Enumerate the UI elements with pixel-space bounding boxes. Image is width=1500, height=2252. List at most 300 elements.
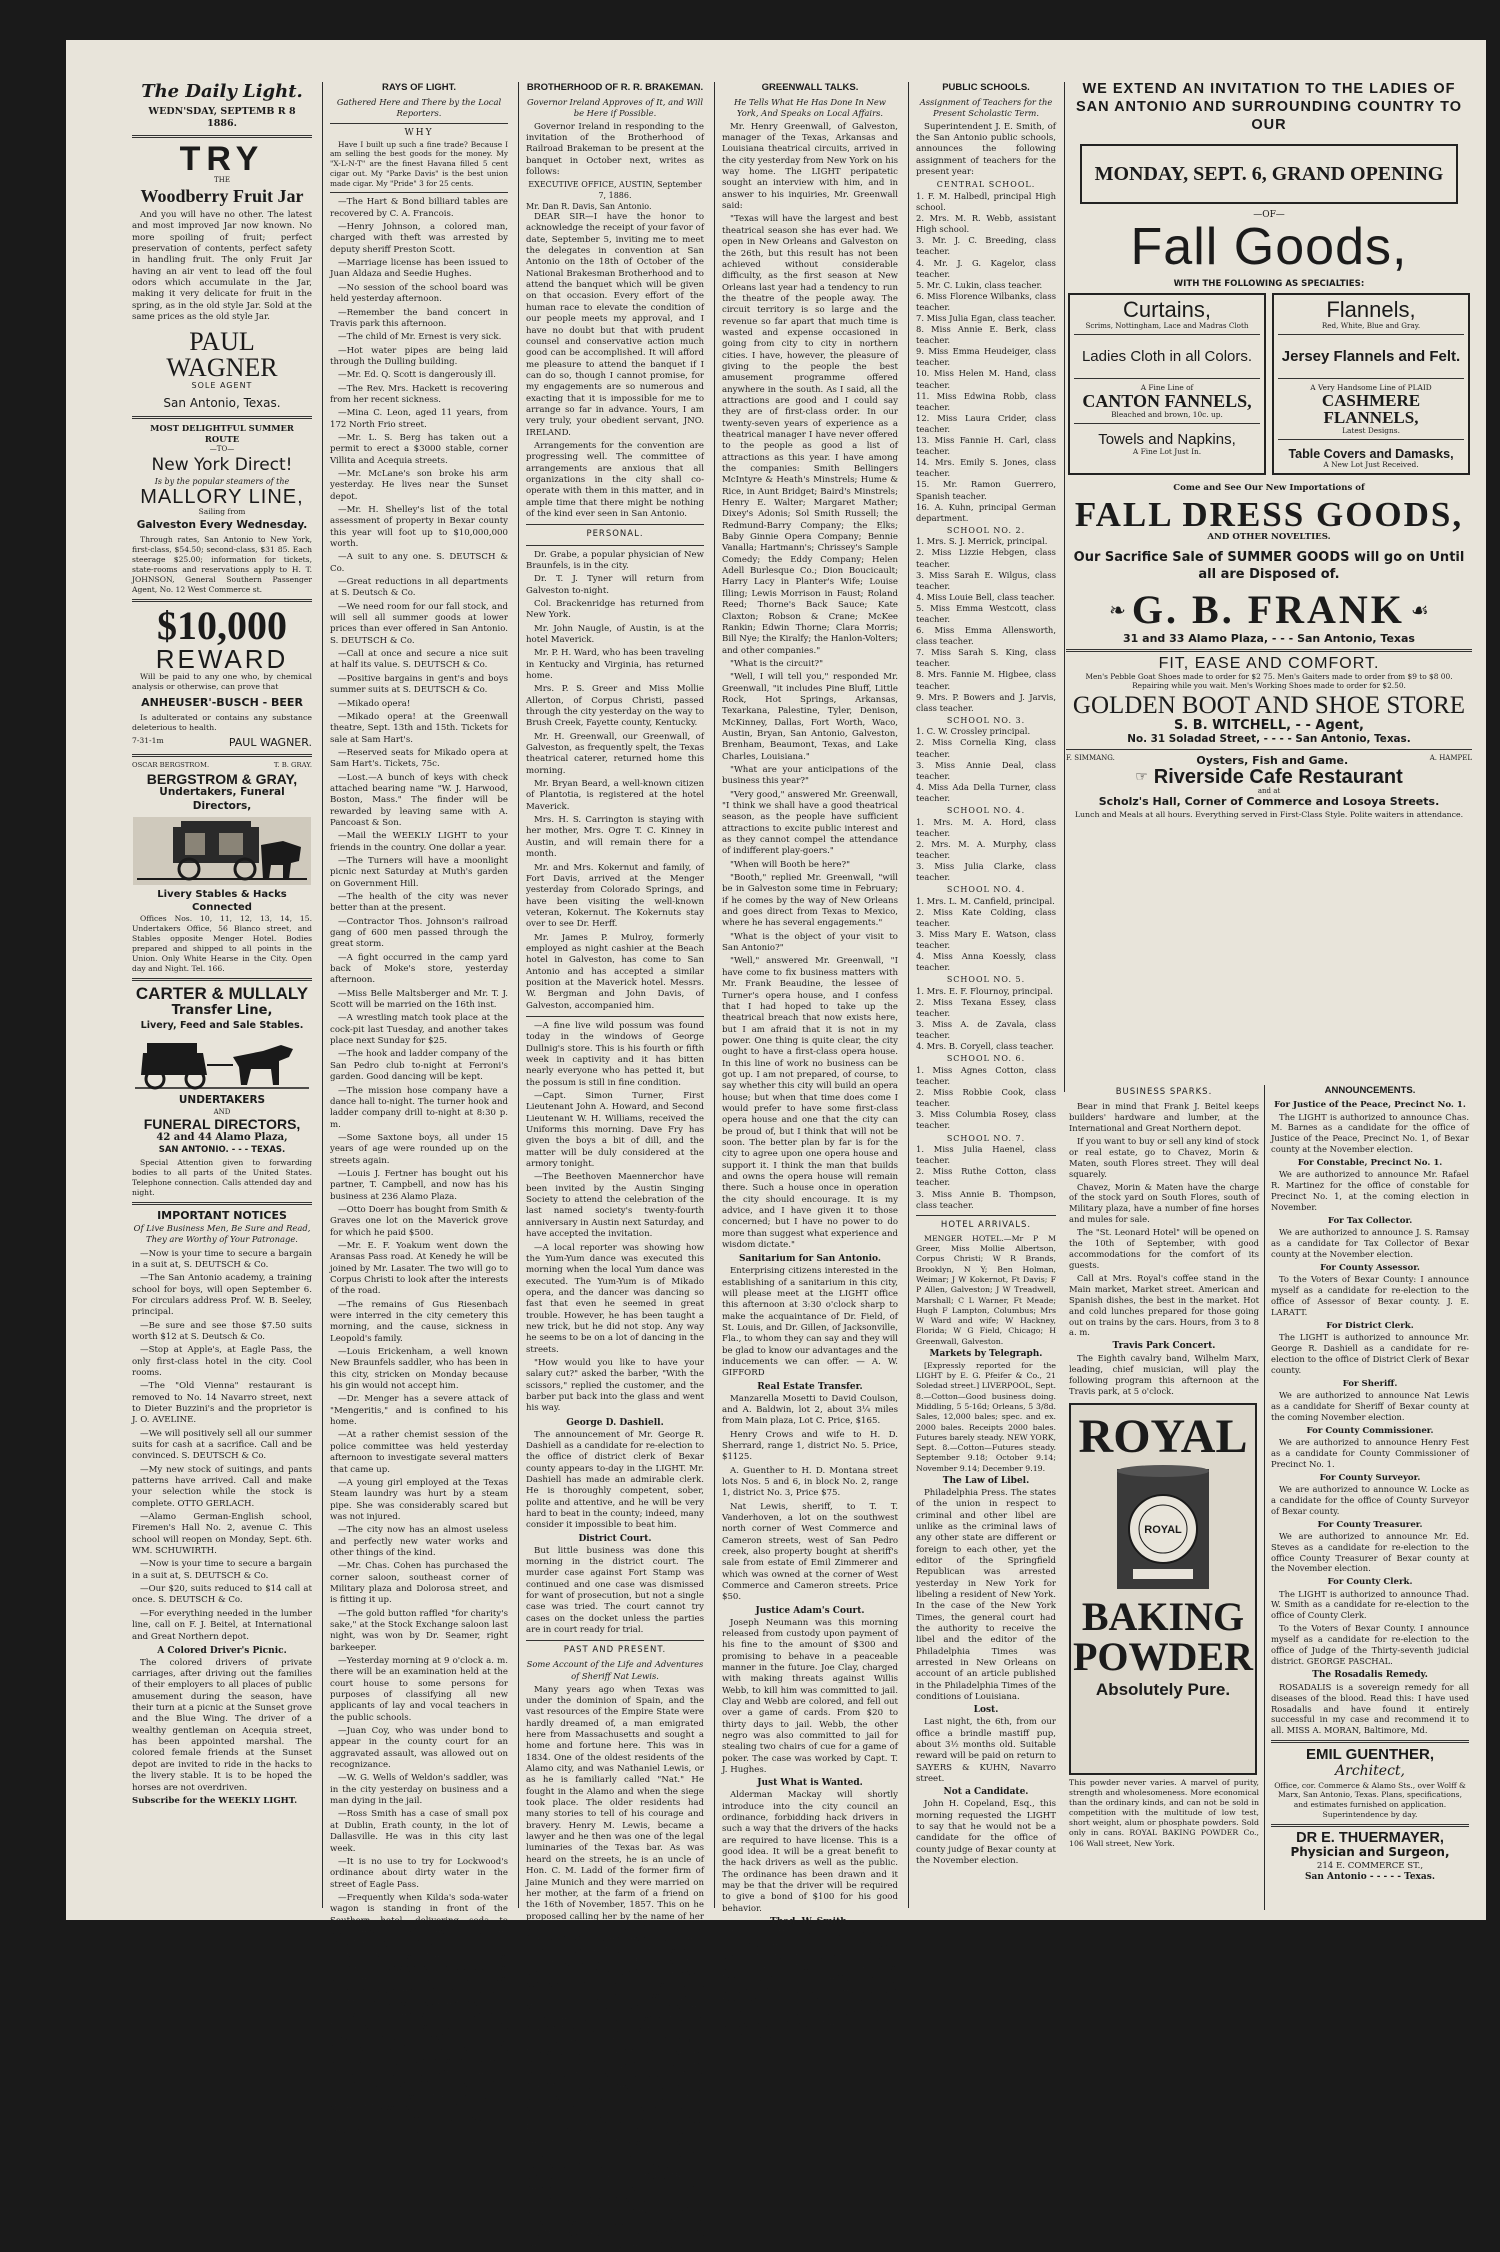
rays-item: —Dr. Menger has a severe attack of "Mengeritis," and is confined to his home. xyxy=(330,1394,508,1428)
teacher-item: 1. Miss Agnes Cotton, class teacher. xyxy=(916,1065,1056,1087)
rays-item: —Willis Webb and Joe Clay, negroes, quarreled over a girl and came to blows, on West Commerce street, near Zimmerer's corner. Both were arrested. xyxy=(330,1951,508,1996)
candidate-body: John H. Copeland, Esq., this morning requested the LIGHT to say that he would not be a candidate for the office of county judge of Bexar county at the November election. xyxy=(916,1799,1056,1866)
rays-item: —The mission hose company have a dance hall to-night. The turner hook and ladder company drill to-night at 8:30 p. m. xyxy=(330,1085,508,1130)
table-covers: Table Covers and Damasks, xyxy=(1288,446,1454,461)
teacher-item: 7. Miss Sarah S. King, class teacher. xyxy=(916,647,1056,669)
reward-body: Will be paid to any one who, by chemical analysis or otherwise, can prove that xyxy=(132,672,312,692)
libel-body: Philadelphia Press. The states of the union in respect to criminal and other libel are unlike as the criminal laws of any other state are different or foreign to each other, yet the editor of the Springfield Republican was arrested yesterday in New York for libeling a resident of New York. In the case of the New York Times, the general court had the authority to receive the libel and the editor of the Philadelphia Times was arrested in New Orleans on account of an article published in the Philadelphia Times of the conditions of Louisiana. xyxy=(916,1487,1056,1703)
announce-text: To the Voters of Bexar County: I announce myself as a candidate for re-election to the office of Assessor of Bexar county. J. E. LARATT. xyxy=(1271,1274,1469,1317)
markets-body: [Expressly reported for the LIGHT by E. G. Pfeifer & Co., 21 Soledad street.] LIVERPOOL, Sept. 8.—Cotton—Good business doing. Middling, 5 5-16d; Orleans, 5 3/8d. Sales, 12,000 bales; spec. and ex. 2000 bales. Receipts 2000 bales. Futures barely steady. NEW YORK, Sept. 8.—Cotton—Futures steady. September 9.18; October 9.14; November 9.14; December 9.19. xyxy=(916,1360,1056,1473)
teacher-item: 3. Miss Columbia Rosey, class teacher. xyxy=(916,1109,1056,1131)
teacher-item: 16. A. Kuhn, principal German department. xyxy=(916,501,1056,523)
pointing-hand-icon: ☞ xyxy=(1135,769,1148,786)
school-name: SCHOOL NO. 7. xyxy=(946,1133,1026,1143)
masthead-date: WEDN'SDAY, SEPTEMB R 8 1886. xyxy=(148,105,296,130)
sanitarium-body: Enterprising citizens interested in the establishing of a sanitarium in this city, will please meet at the LIGHT office this afternoon at 3:30 o'clock sharp to make the acquaintance of Dr. Field, of St. Louis, and Dr. Gillen, of Jacksonville, Fla., to whom they can say and they will be glad to know our advantages and the inducements we can offer. — A. W. GIFFORD xyxy=(722,1266,898,1379)
teacher-item: 1. Miss Julia Haenel, class teacher. xyxy=(916,1144,1056,1166)
announce-head: ANNOUNCEMENTS. xyxy=(1324,1085,1416,1096)
notice-item: —The "Old Vienna" restaurant is removed to No. 14 Navarro street, next to Dieter Buzzini's and the proprietor is J. O. AVELINE. xyxy=(132,1381,312,1426)
brakeman-sub: Governor Ireland Approves of It, and Will be Here if Possible. xyxy=(526,96,704,118)
royal-baking-ad xyxy=(1069,1403,1257,1775)
rays-item: —The gold button raffled "for charity's sake," at the Stock Exchange saloon last night, was won by Dr. Seamer, right barkeeper. xyxy=(330,1608,508,1653)
livery-headline: Livery Stables & Hacks Connected xyxy=(157,888,287,914)
announce-list xyxy=(1271,1100,1469,1621)
rays-item: —Yesterday morning at 9 o'clock a. m. there will be an examination held at the court house to some persons for purposes of classifying all new applicants of lay and vocal teachers in the public schools. xyxy=(330,1656,508,1723)
greenwall-body xyxy=(722,122,898,1252)
rays-item: —Mr. Ed. Q. Scott is dangerously ill. xyxy=(338,370,497,381)
school-name: SCHOOL NO. 4. xyxy=(946,806,1026,816)
agent-role: SOLE AGENT xyxy=(191,381,253,391)
rays-item: —Mikado opera! xyxy=(338,698,411,709)
rays-item: —Hot water pipes are being laid through the Dulling building. xyxy=(330,345,508,367)
column-2 xyxy=(326,82,512,2136)
notice-item: —Stop at Apple's, at Eagle Pass, the only first-class hotel in the city. Cool rooms. xyxy=(132,1345,312,1378)
teacher-item: 3. Miss Annie B. Thompson, class teacher. xyxy=(916,1188,1056,1210)
court-head: District Court. xyxy=(578,1533,652,1544)
teacher-item: 1. Mrs. E. F. Flournoy, principal. xyxy=(916,985,1053,996)
estate-item: Manzarella Mosetti to David Coulson, and A. Baldwin, lot 2, about 3¼ miles from Main plaza, Lot C. Price, $165. xyxy=(722,1393,898,1427)
fruit-jar-body: And you will have no other. The latest and most improved Jar now known. No more spoiling of fruit; perfect preservation of contents, perfect safety in handling fruit. The only Fruit Jar having an air vent to lead off the foul odors which accumulate in the Jar, making it very delicate for fruit in the spring, as in the old style Jar. Sold at the same prices as the old style Jar. xyxy=(132,210,312,323)
sparks-list xyxy=(1069,1101,1259,1338)
teacher-item: 4. Miss Anna Koessly, class teacher. xyxy=(916,951,1056,973)
schools-intro: Superintendent J. E. Smith, of the San Antonio public schools, announces the following assignment of teachers for the present year: xyxy=(916,121,1056,178)
announce-text: We are authorized to announce Mr. Rafael R. Martinez for the office of constable for Precinct No. 1, at the coming election in November. xyxy=(1271,1169,1469,1213)
teacher-item: 7. Miss Julia Egan, class teacher. xyxy=(916,313,1056,324)
teacher-item: 6. Miss Florence Wilbanks, class teacher. xyxy=(916,290,1056,312)
notice-item: —Our $20, suits reduced to $14 call at once. S. DEUTSCH & Co. xyxy=(132,1584,312,1606)
justice-head: Justice Adam's Court. xyxy=(755,1605,865,1616)
riverside-cafe: Riverside Cafe Restaurant xyxy=(1153,766,1403,789)
agent-city: San Antonio, Texas. xyxy=(163,396,281,411)
notice-item: —My new stock of suitings, and pants patterns have arrived. Call and make your selection while the stock is complete. OTTO GERLACH. xyxy=(132,1464,312,1509)
rays-item: —The city now has an almost useless and perfectly new water works and other things of the kind. xyxy=(330,1525,508,1558)
fit-ease: FIT, EASE AND COMFORT. xyxy=(1158,655,1380,673)
lost-head: Lost. xyxy=(973,1705,999,1716)
reward-label: REWARD xyxy=(155,644,289,675)
hotel-body: MENGER HOTEL.—Mr P M Greer, Miss Mollie Albertson, Corpus Christi; W R Brands, Brooklyn, N Y; Ben Holman, Weimar; J W Kokernot, Ft Davis; F P Allen, Galveston; J W Treadwell, Marshall; C L Warner, Ft Meade; Hugh F Lampton, Columbus; Mrs W Ward and wife; W Hackney, Florida; W G Field, Chicago; H Greenwall, Galveston. xyxy=(916,1233,1056,1346)
canton-pre: A Fine Line of xyxy=(1140,382,1194,392)
rays-sub: Gathered Here and There by the Local Reporters. xyxy=(336,96,502,118)
teacher-item: 12. Miss Laura Crider, class teacher. xyxy=(916,412,1056,434)
emil-guenther: EMIL GUENTHER, xyxy=(1305,1746,1435,1764)
royal-powder: POWDER xyxy=(1073,1633,1253,1679)
school-name: SCHOOL NO. 4. xyxy=(946,885,1026,895)
rays-item: —At a rather chemist session of the police committee was held yesterday afternoon to investigate several matters that came up. xyxy=(330,1430,508,1475)
rays-item: —The child of Mr. Ernest is very sick. xyxy=(338,332,502,343)
schools-head: PUBLIC SCHOOLS. xyxy=(942,82,1030,93)
announcements-column xyxy=(1268,1085,1472,1910)
greenwall-paragraph: "What is the circuit?" xyxy=(730,658,824,669)
personal-item: Mrs. H. S. Carrington is staying with her mother, Mrs. Ogre T. C. Kinney in Austin, and will remain there for a month. xyxy=(526,815,704,860)
notices-list xyxy=(132,1249,312,1643)
misc-item: —Capt. Simon Turner, First Lieutenant John A. Howard, and Second Lieutenant W. H. Williams, received the Uniforms this morning. Dave Fry has given the boys a bit of dill, and the matter will be duly considered at the armory tonight. xyxy=(526,1091,704,1170)
rays-item: —A fight occurred in the camp yard back of Moke's store, yesterday afternoon. xyxy=(330,952,508,986)
teacher-item: 8. Mrs. Fannie M. Higbee, class teacher. xyxy=(916,669,1056,691)
dr-thuermayer: DR E. THUERMAYER, xyxy=(1296,1829,1444,1846)
royal-baking: BAKING xyxy=(1081,1593,1245,1639)
und2-note: Special Attention given to forwarding bodies to all parts of the United States. Telephone connection. Calls attended day and night. xyxy=(132,1157,312,1197)
greenwall-head: GREENWALL TALKS. xyxy=(761,82,859,93)
royal-title: ROYAL xyxy=(1078,1409,1248,1463)
rays-item: —The hook and ladder company of the San Pedro club to-night at Ferroni's garden. Good dancing will be kept. xyxy=(330,1049,508,1083)
why-head: WHY xyxy=(404,127,434,138)
letter-address: Mr. Dan R. Davis, San Antonio. xyxy=(526,201,652,211)
rays-item: —Positive bargains in gent's and boys summer suits at S. DEUTSCH & Co. xyxy=(330,673,508,696)
estate-item: Henry Crows and wife to H. D. Sherrard, range 1, district No. 5. Price, $1125. xyxy=(722,1429,898,1463)
rays-item: —Contractor Thos. Johnson's railroad gang of 600 men passed through the great storm. xyxy=(330,916,508,950)
invite-text: WE EXTEND AN INVITATION TO THE LADIES OF SAN ANTONIO AND SURROUNDING COUNTRY TO OUR xyxy=(1075,81,1462,134)
rays-item: —Henry Johnson, a colored man, charged with theft was arrested by deputy sheriff Preston Scott. xyxy=(330,222,508,255)
announce-office: For Justice of the Peace, Precinct No. 1. xyxy=(1274,1100,1466,1111)
fruit-jar-headline: Woodberry Fruit Jar xyxy=(140,186,304,207)
undertakers-and: AND xyxy=(213,1108,231,1117)
curtains-sub: Scrims, Nottingham, Lace and Madras Cloth xyxy=(1085,320,1249,330)
notice-item: —For everything needed in the lumber line, call on F. J. Beitel, at International and Great Northern depot. xyxy=(132,1608,312,1642)
rays-item: —Great reductions in all departments at S. Deutsch & Co. xyxy=(330,577,508,599)
spark-item: If you want to buy or sell any kind of stock or real estate, go to Chavez, Morin & Maten, south Flores street. They will deal squarely. xyxy=(1069,1135,1259,1179)
notice-item: —Be sure and see those $7.50 suits worth $12 at S. Deutsch & Co. xyxy=(132,1320,312,1342)
personal-head: PERSONAL. xyxy=(586,529,644,540)
grand-opening: MONDAY, SEPT. 6, GRAND OPENING xyxy=(1094,163,1444,186)
rosadalis-head: The Rosadalis Remedy. xyxy=(1312,1670,1428,1681)
rays-item: —The Rev. Mrs. Hackett is recovering from her recent sickness. xyxy=(330,383,508,405)
announce-text: We are authorized to announce Henry Fest as a candidate for County Commissioner of Precinct No. 1. xyxy=(1271,1436,1469,1469)
rays-item: —A young girl employed at the Texas Steam laundry was hurt by a steam pipe. She was considerably scared but was not injured. xyxy=(330,1477,508,1522)
teacher-item: 14. Mrs. Emily S. Jones, class teacher. xyxy=(916,457,1056,479)
rays-item: —Mr. H. Shelley's list of the total assessment of property in Bexar county this year will foot up to $10,000,000 worth. xyxy=(330,505,508,550)
rays-item: —Miss Belle Maltsberger and Mr. T. J. Scott will be married on the 16th inst. xyxy=(330,988,508,1011)
fit-body: Men's Pebble Goat Shoes made to order for $2 75. Men's Gaiters made to order from $9 to $8 00. Repairing while you wait. Men's Working Shoes made to order for $2.50. xyxy=(1085,672,1453,691)
teacher-item: 2. Mrs. M. A. Murphy, class teacher. xyxy=(916,838,1056,860)
cashmere-sub: Latest Designs. xyxy=(1342,425,1400,435)
frank-ad-panel xyxy=(1066,62,1472,1087)
try-headline: TRY xyxy=(179,139,265,178)
rays-item: —The Turners will have a moonlight picnic next Saturday at Muth's garden on Government Hill. xyxy=(330,855,508,889)
greenwall-paragraph: "Texas will have the largest and best theatrical season she has ever had. We open in New Orleans and Galveston on the 26th, but this result has not been achieved without considerable difficulty, as the first season at New Orleans last year had a tendency to run the theatre of the people away. The circuit territory is so large and the revenue so far apart that much time is wasted and expense occasioned in going from city to city in northern cities. I have, however, the pleasure of giving to the people the best amusement programme offered anywhere in the south. As I said, all the attractions are good and I could say they are of first-class order. In our twenty-seven years of experience as a theatrical manager I have never offered to the people as good a list of attractions as this year. I have among the companies: Smith Bellingers McIntyre & Heath's Minstrels; Hume & Rice, in Aunt Bridget; Baird's Minstrels; Henry E. Walter; Margaret Mather; Dixey's Adonis; Sol Smith Russell; the Redmund-Barry Company; the Elks; Baby Ginnie Opera Company; Bennie Vanalla; Hartmann's; Chrissey's Sample Comedy; the Eddy Company; Helen Adell Burlesque Co.; Dion Boucicault; Harry Lacy in Planter's Wife; Louise Illing; Lewis Morrison in Faust; Roland Reed; Thorne's Back Sauce; Kate Claxton; Robson & Crane; McKee Rankin; Edwin Thorne; Clara Morris; Bill Nye; the Kiralfy; the Hanlon-Volters; and other companies." xyxy=(722,214,898,656)
royal-body: This powder never varies. A marvel of purity, strength and wholesomeness. More economical than the ordinary kinds, and can not be sold in competition with the multitude of low test, short weight, alum or phosphate powders. Sold only in cans. ROYAL BAKING POWDER Co., 106 Wall street, New York. xyxy=(1069,1777,1259,1848)
witchell-address: No. 31 Soladad Street, - - - - San Antonio, Texas. xyxy=(1127,733,1411,746)
subscribe-note: Subscribe for the WEEKLY LIGHT. xyxy=(132,1795,298,1806)
picnic-head: A Colored Driver's Picnic. xyxy=(157,1645,287,1656)
greenwall-paragraph: "Well," answered Mr. Greenwall, "I have come to fix business matters with Mr. Frank Beaudine, the lessee of Turner's opera house, and I confess that I had hoped to take up the theatrical breach that now exists here, but I am afraid that it is not in my power. One thing is quite clear, the city ought to have a first-class opera house. In this line of work no business can be got up. I am not prepared, of course, to say whether this city will build an opera house; but when that time does come I would prefer to have some first-class opera house and one that the city can be proud of, but I think that will not be soon. The better plan by far is for the city to agree upon one opera house and support it. I think the man that builds and owns the opera house will remain there. Such a house once in operation the city should encourage. It is my advice, and I have given it to those concerned; but I have no power to do more than suggest what experience and wisdom dictate." xyxy=(722,956,898,1251)
notice-item: —We will positively sell all our summer suits for cash at a sacrifice. Call and be convinced. S. DEUTSCH & Co. xyxy=(132,1428,312,1462)
personal-item: Mr. John Naugle, of Austin, is at the hotel Maverick. xyxy=(526,623,704,645)
rays-item: —A wrestling match took place at the cock-pit last Tuesday, and another takes place next Sunday for $25. xyxy=(330,1013,508,1047)
teacher-item: 4. Miss Louie Bell, class teacher. xyxy=(916,591,1055,602)
cashmere-pre: A Very Handsome Line of PLAID xyxy=(1310,382,1432,392)
rays-item: —Otto Doerr has bought from Smith & Graves one lot on the Maverick grove for which he paid $500. xyxy=(330,1204,508,1238)
past-body: Many years ago when Texas was under the dominion of Spain, and the vast resources of the Empire State were hardly dreamed of, a man emigrated here from Massachusetts and sought a home and fortune here. This was in 1834. One of the oldest residents of the Alamo city, and was Nathaniel Lewis, or as he is familiarly called "Nat." He fought in the Alamo and when the siege took place. The older residents had many stories to tell of his courage and bravery. Henry M. Lewis, became a lawyer and he then was one of the legal luminaries of the Texas bar. As was heard on the streets, he is an uncle of Hon. C. M. Ladd of the former firm of Jaine Munich and they were married on her mother, at the farm of a friend on the 16th of November, 1857. This on he proposed calling her by the name of her old friend by the name of his last name. She said she never heard her use a name in her life. Young Nat's history is apparently uneventful. Briefly all that can be said of his career is that he was a scholar at the German-English school for a number of years and was a capable student until about 1861. For a few years he was a deputy sheriff under Sheriff McCall. When Captain Stevens was elected sheriff he deputized Nat Lewis as deputy sheriff and he served the county in that capacity and enjoyed the reputation as an efficient officer. Sheriff Steven's death the county commissioners' court appointed Nat as sheriff, the last of some twenty prominent applicants for the office. During his connection with the sheriff's department, Mr. Lewis has shown himself to be an able officer. As his reputation, he has shown himself to be a careful and competent officer. He has demonstrated too that during his incumbency there has been but little complaint from any source. Nat Lewis is a native San Antonio boy, a favorite with all. His past record shows that he will be a faithful and competent officer. xyxy=(526,1684,704,2251)
newspaper-page xyxy=(66,40,1486,2251)
rays-item: —Mr. Chas. Cohen has purchased the corner saloon, southeast corner of Military plaza and Dolorosa street, and is fitting it up. xyxy=(330,1561,508,1606)
canton-sub: Bleached and brown, 10c. up. xyxy=(1111,409,1223,419)
estate-item: Nat Lewis, sheriff, to T. T. Vanderhoven, a lot on the southwest north corner of West Commerce and Cameron streets, west of San Pedro creek, also property bought at sheriff's sale from estate of Emil Zimmerer and which was owned at the corner of West Commerce and Cameron streets. Price $50. xyxy=(722,1501,898,1603)
past-sub: Some Account of the Life and Adventures of Sheriff Nat Lewis. xyxy=(526,1659,704,1681)
bergstrom-gray: BERGSTROM & GRAY, xyxy=(146,771,298,788)
greenwall-paragraph: "When will Booth be here?" xyxy=(730,859,851,870)
paul-wagner: PAUL WAGNER xyxy=(166,327,278,383)
rays-item: —Reserved seats for Mikado opera at Sam Hart's. Tickets, 75c. xyxy=(330,747,508,770)
spark-item: Bear in mind that Frank J. Beitel keeps builders' hardware and lumber, at the International and Great Northern depot. xyxy=(1069,1101,1259,1133)
teacher-item: 6. Miss Emma Allensworth, class teacher. xyxy=(916,625,1056,647)
physician-surgeon: Physician and Surgeon, xyxy=(1290,1845,1450,1860)
brakeman-head: BROTHERHOOD OF R. R. BRAKEMAN. xyxy=(526,82,704,93)
rays-item: —Mr. McLane's son broke his arm yesterday. He lives near the Sunset depot. xyxy=(330,468,508,502)
rays-item: —Louis J. Fertner has bought out his partner, T. Campbell, and now has his business at 236 Alamo Plaza. xyxy=(330,1168,508,1202)
teacher-item: 11. Miss Edwina Robb, class teacher. xyxy=(916,390,1056,412)
witchell-agent: S. B. WITCHELL, - - Agent, xyxy=(1173,718,1364,734)
teacher-item: 1. F. M. Halbedl, principal High school. xyxy=(916,190,1056,213)
teacher-item: 3. Miss Sarah E. Wilgus, class teacher. xyxy=(916,569,1056,591)
teacher-item: 2. Miss Lizzie Hebgen, class teacher. xyxy=(916,547,1056,569)
teacher-item: 3. Miss Mary E. Watson, class teacher. xyxy=(916,928,1056,951)
firm-right: T. B. GRAY. xyxy=(273,761,312,770)
rays-item: —Captain Joe Shely within the past month has sold 300 horses in San Antonio to dealers in the northeastern states of Texas. San Antonio is becoming quite a horse market. The horses had been "make a note of it." xyxy=(330,2069,508,2136)
sailing-label: Sailing from xyxy=(198,507,246,517)
personal-item: Mr. Bryan Beard, a well-known citizen of Plantotia, is registered at the hotel Maverick. xyxy=(526,779,704,812)
jersey-flannels: Jersey Flannels and Felt. xyxy=(1281,347,1461,365)
wanted-body: Alderman Mackay will shortly introduce into the city council an ordinance, forbidding hack drivers in such a way that the drivers of the hacks are required to have license. This is a good idea. It will be a great benefit to the hack drivers as well as the public. The ordinance has been drawn and it may be that the driver will be required to give a bond of $100 for his good behavior. xyxy=(722,1790,898,1914)
notices-head: IMPORTANT NOTICES xyxy=(157,1208,287,1222)
teacher-item: 2. Miss Kate Colding, class teacher. xyxy=(916,906,1056,928)
rays-item: —No session of the school board was held yesterday afternoon. xyxy=(330,282,508,305)
teacher-item: 15. Mr. Ramon Guerrero, Spanish teacher. xyxy=(916,479,1056,501)
school-name: SCHOOL NO. 2. xyxy=(946,525,1026,535)
lost-body: Last night, the 6th, from our office a brindle mastiff pup, about 3½ months old. Suitable reward will be paid on return to SAYERS & KUHN, Navarro street. xyxy=(916,1717,1056,1784)
rays-list xyxy=(330,197,508,2137)
rays-item: —Some Saxtone boys, all under 15 years of age were rounded up on the streets again. xyxy=(330,1132,508,1166)
rays-item: —Lost.—A bunch of keys with check attached bearing name "W. J. Harwood, Boston, Mass." The finder will be rewarded by leaving same with A. Pancoast & Son. xyxy=(330,772,508,828)
personal-item: Dr. Grabe, a popular physician of New Braunfels, is in the city. xyxy=(526,549,704,571)
markets-head: Markets by Telegraph. xyxy=(929,1349,1043,1359)
sacrifice-sale: Our Sacrifice Sale of SUMMER GOODS will go on Until all are Disposed of. xyxy=(1073,550,1465,583)
come-see: Come and See Our New Importations of xyxy=(1173,483,1365,494)
teacher-item: 5. Miss Emma Westcott, class teacher. xyxy=(916,602,1056,624)
cashmere-flannels: CASHMERE FLANNELS, xyxy=(1321,390,1421,427)
arrangements: Arrangements for the convention are progressing well. The committee of arrangements are anxious that all organizations in the city shall co-operate with them in this matter, and in ample time that there might be nothing of the kind ever seen in San Antonio. xyxy=(526,440,704,520)
column-1 xyxy=(128,80,316,1908)
transfer-sub: Livery, Feed and Sale Stables. xyxy=(140,1019,304,1031)
ornament-right-icon: ☙ xyxy=(1410,598,1429,623)
rays-head: RAYS OF LIGHT. xyxy=(381,82,457,93)
announce-office: For District Clerk. xyxy=(1326,1320,1414,1331)
rays-item: —The remains of Gus Riesenbach were interred in the city cemetery this morning, and the cause, sickness in Leopold's family. xyxy=(330,1299,508,1344)
misc-item: "How would you like to have your salary cut?" asked the barber, "With the scissors," replied the customer, and the barber put back into the glass and went his way. xyxy=(526,1357,704,1414)
announce-text: The LIGHT is authorized to announce Chas. M. Barnes as a candidate for the office of Justice of the Peace, Precinct No. 1, of Bexar county at the November election. xyxy=(1271,1111,1469,1155)
rays-item: —The health of the city was never better than at the present. xyxy=(330,892,508,914)
hotel-head: HOTEL ARRIVALS. xyxy=(940,1219,1032,1230)
announce-office: For Sheriff. xyxy=(1342,1378,1398,1389)
hearse-illustration-icon xyxy=(133,817,311,885)
towels-sub: A Fine Lot Just In. xyxy=(1132,446,1202,456)
rays-item: —It is no use to try for Lockwood's ordinance about dirty water in the street of Eagle Pass. xyxy=(330,1856,508,1890)
mallory-line: MALLORY LINE, xyxy=(140,486,304,509)
beer-name: ANHEUSER'-BUSCH - BEER xyxy=(141,695,303,709)
school-name: SCHOOL NO. 6. xyxy=(946,1054,1026,1064)
riverside-and: and at xyxy=(1257,787,1281,796)
architect: Architect, xyxy=(1335,1763,1405,1780)
announce-office: For County Treasurer. xyxy=(1317,1519,1423,1530)
gb-frank: G. B. FRANK xyxy=(1131,587,1405,633)
teacher-item: 1. Mrs. M. A. Hord, class teacher. xyxy=(916,816,1056,838)
baking-powder-can-icon xyxy=(1103,1463,1223,1595)
greenwall-paragraph: "What is the object of your visit to San Antonio?" xyxy=(722,931,898,954)
oysters: Oysters, Fish and Game. xyxy=(1196,754,1349,768)
rays-item: —Mr. L. S. Berg has taken out a permit to erect a $3000 stable, corner Villita and Acequia streets. xyxy=(330,432,508,466)
lunch-meals: Lunch and Meals at all hours. Everything served in First-Class Style. Polite waiters in attendance. xyxy=(1074,810,1464,820)
executive-office: EXECUTIVE OFFICE, AUSTIN, September 7, 1886. xyxy=(528,180,702,200)
livery-body: Offices Nos. 10, 11, 12, 13, 14, 15. Undertakers Office, 56 Blanco street, and Stables opposite Menger Hotel. Bodies prepared and shipped to all points in the Union. Only White Hearse in the City. Open day and Night. Tel. 166. xyxy=(132,914,312,974)
school-name: SCHOOL NO. 3. xyxy=(946,715,1026,725)
sparks-column xyxy=(1066,1085,1262,1910)
spark-item: Call at Mrs. Royal's coffee stand in the Main market, Market street. American and Spanish dishes, the best in the market. Hot and cold lunches prepared for those going out on trains by the cars. Hours, from 3 to 8 a. m. xyxy=(1069,1272,1259,1338)
rosadalis-body: ROSADALIS is a sovereign remedy for all diseases of the blood. Read this: I have used Rosadalis and have found it entirely successful in my case and recommend it to all. MISS A. MORAN, Baltimore, Md. xyxy=(1271,1681,1469,1736)
und2-address: 42 and 44 Alamo Plaza, xyxy=(156,1132,288,1144)
estate-head: Real Estate Transfer. xyxy=(757,1381,863,1392)
personal-list xyxy=(526,550,704,1012)
libel-head: The Law of Libel. xyxy=(942,1475,1030,1486)
rays-item: —Mrs. Stiekbraut has erected a dance hall adjoining her saloon, on corner of Hough and St. Louis streets, and will give a free entertainment every Saturday evening next, and will continue weekly. All friends are invited. xyxy=(330,1998,508,2066)
greenwall-paragraph: "Very good," answered Mr. Greenwall, "I think we shall have a good theatrical season, as the people have sufficient attractions to excite public interest and as they cannot compel the attendance of indifferent play-goers." xyxy=(722,789,898,857)
sanitarium-head: Sanitarium for San Antonio. xyxy=(738,1254,882,1265)
greenwall-sub: He Tells What He Has Done In New York, And Speaks on Local Affairs. xyxy=(734,96,886,118)
teacher-item: 9. Mrs. P. Bowers and J. Jarvis, class teacher. xyxy=(916,691,1056,713)
table-sub: A New Lot Just Received. xyxy=(1323,460,1419,470)
teacher-item: 1. Mrs. S. J. Merrick, principal. xyxy=(916,536,1048,547)
route-dest: New York Direct! xyxy=(151,455,293,476)
school-name: CENTRAL SCHOOL. xyxy=(936,180,1036,190)
thuermayer-city: San Antonio - - - - - Texas. xyxy=(1305,1872,1435,1883)
announce-office: For County Commissioner. xyxy=(1306,1425,1434,1436)
travis-body: The Eighth cavalry band, Wilhelm Marx, leading, chief musician, will play the following program this afternoon at the Travis park, at 5 o'clock. xyxy=(1069,1353,1259,1396)
absolutely-pure: Absolutely Pure. xyxy=(1095,1679,1231,1699)
ladies-cloth: Ladies Cloth in all Colors. xyxy=(1081,347,1253,365)
greenwall-paragraph: "Booth," replied Mr. Greenwall, "will be in Galveston some time in February; if he comes by the way of New Orleans and goes direct from Texas to Mexico, where he has several engagements." xyxy=(722,873,898,929)
column-5 xyxy=(912,82,1060,1908)
rays-item: —W. G. Wells of Weldon's saddler, was in the city yesterday on business and a man dying in the jail. xyxy=(330,1773,508,1807)
dashiell-head: George D. Dashiell. xyxy=(566,1417,664,1428)
wanted-head: Just What is Wanted. xyxy=(757,1778,863,1789)
can-label: ROYAL xyxy=(1144,1523,1182,1536)
school-name: SCHOOL NO. 5. xyxy=(946,975,1026,985)
smith-body: The LIGHT to-day contains the announcement of Thad. W. Smith as a candidate for the county office of county clerk of Bexar, which he holds. Mr. Smith has made an efficient county officer and he has always been popular. Mr. Smith has done his duty for the two years he has been the clerk and his official record is clear. He is a candidate for re-election. xyxy=(722,1929,898,2042)
personal-item: Mr. P. H. Ward, who has been traveling in Kentucky and Virginia, has returned home. xyxy=(526,648,704,682)
picnic-body: The colored drivers of private carriages, after driving out the families of their employers to all places of public amusement during the season, have their turn at a picnic at the Sunset grove and the Blue Wing. The driver of a wealthy gentleman on Acequia street, has been appointed marshal. The colored female friends at the Sunset depot are invited to ride in the hacks to the livery stable. It is to be hoped the horses are not overdriven. xyxy=(132,1657,312,1793)
schools-sub: Assignment of Teachers for the Present Scholastic Term. xyxy=(919,96,1053,118)
smith-head: Thad. W. Smith. xyxy=(770,1917,850,1928)
teacher-item: 2. Miss Ruthe Cotton, class teacher. xyxy=(916,1166,1056,1188)
thuermayer-address: 214 E. COMMERCE ST., xyxy=(1316,1861,1424,1872)
rays-item: —A suit to any one. S. DEUTSCH & Co. xyxy=(330,552,508,574)
flannels-box xyxy=(1272,293,1470,476)
canton-fannels: CANTON FANNELS, xyxy=(1082,390,1252,411)
specialties-label: WITH THE FOLLOWING AS SPECIALTIES: xyxy=(1173,278,1365,289)
transfer-line: Transfer Line, xyxy=(171,1003,273,1019)
announce-text: We are authorized to announce Nat Lewis as a candidate for Sheriff of Bexar county at the coming November election. xyxy=(1271,1389,1469,1422)
announce-office: For County Clerk. xyxy=(1327,1577,1413,1588)
teacher-item: 8. Miss Annie E. Berk, class teacher. xyxy=(916,324,1056,346)
route-to: —TO— xyxy=(209,445,235,454)
announce-office: For Constable, Precinct No. 1. xyxy=(1297,1158,1443,1169)
voters-notice: To the Voters of Bexar County. I announce myself as a candidate for re-election to the office of Judge of the Thirty-seventh judicial district. GEORGE PASCHAL. xyxy=(1271,1623,1469,1667)
teacher-item: 1. Mrs. L. M. Canfield, principal. xyxy=(916,895,1055,906)
notices-sub: Of Live Business Men, Be Sure and Read, They are Worthy of Your Patronage. xyxy=(133,1223,311,1245)
undertakers-2: UNDERTAKERS xyxy=(178,1094,266,1107)
hampel: A. HAMPEL xyxy=(1429,754,1472,763)
flannels-sub: Red, White, Blue and Gray. xyxy=(1321,320,1421,330)
fall-dress-goods: FALL DRESS GOODS, xyxy=(1074,495,1464,535)
teacher-item: 10. Miss Helen M. Hand, class teacher. xyxy=(916,368,1056,390)
spark-item: Chavez, Morin & Maten have the charge of the stock yard on South Flores, south of Military plaza, have a number of fine horses and mules for sale. xyxy=(1069,1181,1259,1225)
announce-text: The LIGHT is authorized to announce Mr. George R. Dashiell as a candidate for re-election to the office of District Clerk of Bexar county. xyxy=(1271,1332,1469,1375)
rays-item: —Juan Coy, who was under bond to appear in the county court for an aggravated assault, was allowed out on recognizance. xyxy=(330,1726,508,1771)
rays-item: —Mikado opera! at the Greenwall theatre, Sept. 13th and 15th. Tickets for sale at Sam Hart's. xyxy=(330,711,508,745)
firm-left: OSCAR BERGSTROM. xyxy=(132,761,210,770)
carter-mullaly: CARTER & MULLALY xyxy=(135,984,309,1004)
teacher-item: 2. Miss Robbie Cook, class teacher. xyxy=(916,1087,1056,1109)
rays-item: —Mail the WEEKLY LIGHT to your friends in the country. One dollar a year. xyxy=(330,831,508,853)
rays-item: —We need room for our fall stock, and will sell all summer goods at lower prices than ever offered in San Antonio. S. DEUTSCH & Co. xyxy=(330,601,508,646)
announce-text: We are authorized to announce J. S. Ramsay as a candidate for Tax Collector of Bexar county at the November election. xyxy=(1271,1227,1469,1260)
teacher-item: 2. Miss Cornelia King, class teacher. xyxy=(916,737,1056,759)
travis-head: Travis Park Concert. xyxy=(1112,1341,1216,1352)
candidate-head: Not a Candidate. xyxy=(943,1787,1029,1798)
teacher-item: 4. Mr. J. G. Kagelor, class teacher. xyxy=(916,257,1056,279)
of-label: —OF— xyxy=(1253,210,1285,221)
greenwall-paragraph: "Well, I will tell you," responded Mr. Greenwall, "it includes Pine Bluff, Little Rock, Hot Springs, Arkansas, Texarkana, Palestine, Tyler, Denison, McKinney, Dallas, Fort Worth, Waco, Austin, Bryan, San Antonio, Galveston, Brenham, Beaumont, Texas, and Lake Charles, Louisiana." xyxy=(722,672,898,762)
sailing-body: Through rates, San Antonio to New York, first-class, $54.50; second-class, $31 85. Each steerage $25.00; information for tickets, state-rooms and reservations apply to H. T. JOHNSON, General Southern Passenger Agent, No. 12 West Commerce st. xyxy=(132,535,312,595)
announce-office: For County Surveyor. xyxy=(1319,1472,1421,1483)
misc-item: —A local reporter was showing how the Yum-Yum dance was executed this morning when the local Yum dance was executed. The Yum-Yum is of Mikado opera, and the dancer was dancing so fast that even he seemed in great trouble. However, he has been taught a new trick, but he did not stop. Any way he seems to be on a lot of dancing in the streets. xyxy=(526,1242,704,1355)
personal-item: Mr. H. Greenwall, our Greenwall, of Galveston, as frequently spelt, the Texas theatrical caterer, returned home this morning. xyxy=(526,731,704,776)
curtains-box xyxy=(1068,293,1266,476)
notice-item: —The San Antonio academy, a training school for boys, will open September 6. For circulars address Prof. W. B. Seeley, principal. xyxy=(132,1273,312,1318)
announce-office: For Tax Collector. xyxy=(1327,1216,1413,1227)
rays-item: —Frequently when Kilda's soda-water wagon is standing in front of the Southern hotel, delivering soda to customers, boys will steal soda bottles from the wagon, and sell them. xyxy=(330,1892,508,1949)
und2-city: SAN ANTONIO. - - - TEXAS. xyxy=(158,1144,286,1155)
sailing-when: Galveston Every Wednesday. xyxy=(136,519,308,532)
court-body: But little business was done this morning in the district court. The murder case against Fort Stamp was continued and one case was dismissed for want of prosecution, but not a single case was tried. The court cannot try cases on the docket unless the parties are in court ready for trial. xyxy=(526,1545,704,1635)
spark-item: The "St. Leonard Hotel" will be opened on the 10th of September, with good accommodations for the comfort of its guests. xyxy=(1069,1227,1259,1270)
greenwall-paragraph: Mr. Henry Greenwall, of Galveston, manager of the Texas, Arkansas and Louisiana theatrical circuits, arrived in the city yesterday from New York on his way home. The LIGHT peripatetic sought an interview with him, and in answer to his inquiries, Mr. Greenwall said: xyxy=(722,121,898,212)
carriage-illustration-icon xyxy=(133,1035,311,1091)
rays-item: —Call at once and secure a nice suit at half its value. S. DEUTSCH & Co. xyxy=(330,649,508,671)
golden-boot: GOLDEN BOOT AND SHOE STORE xyxy=(1072,692,1466,720)
teacher-item: 2. Mrs. M. R. Webb, assistant High school. xyxy=(916,213,1056,235)
schools-list xyxy=(916,180,1056,1210)
bergstrom-sub: Undertakers, Funeral Directors, xyxy=(159,786,285,813)
flannels: Flannels, xyxy=(1326,296,1416,322)
rays-item: —Remember the band concert in Travis park this afternoon. xyxy=(330,307,508,329)
scholz-hall: Scholz's Hall, Corner of Commerce and Losoya Streets. xyxy=(1098,795,1440,809)
column-4 xyxy=(718,82,902,2042)
greenwall-paragraph: "What are your anticipations of the business this year?" xyxy=(722,764,898,787)
rays-item: —Mina C. Leon, aged 11 years, from 172 North Frio street. xyxy=(330,408,508,430)
brakeman-intro: Governor Ireland in responding to the invitation of the Brotherhood of Railroad Brakeman to be present at the banquet in October next, writes as follows: xyxy=(526,121,704,178)
misc-item: —A fine live wild possum was found today in the windows of George Dullnig's store. This is his fourth or fifth week in captivity and it has bitten nearly everyone who has petted it, but the possum is still in fine condition. xyxy=(526,1020,704,1088)
the-label: THE xyxy=(214,175,230,184)
announce-office: For County Assessor. xyxy=(1320,1263,1420,1273)
teacher-item: 2. Miss Texana Essey, class teacher. xyxy=(916,997,1056,1019)
teacher-item: 13. Miss Fannie H. Carl, class teacher. xyxy=(916,435,1056,457)
estate-item: A. Guenther to H. D. Montana street lots Nos. 5 and 6, in block No. 2, range 1, district No. 3, Price $75. xyxy=(722,1465,898,1499)
personal-item: Col. Brackenridge has returned from New York. xyxy=(526,598,704,621)
rays-item: —The Hart & Bond billiard tables are recovered by C. A. Francois. xyxy=(330,197,508,219)
estate-list xyxy=(722,1394,898,1604)
curtains: Curtains, xyxy=(1122,296,1212,322)
reward-amount: $10,000 xyxy=(157,603,287,649)
rays-item: —Mr. E. F. Yoakum went down the Aransas Pass road. At Kenedy he will be joined by Mr. Lasater. The two will go to Corpus Christi to look after the interests of the road. xyxy=(330,1240,508,1297)
